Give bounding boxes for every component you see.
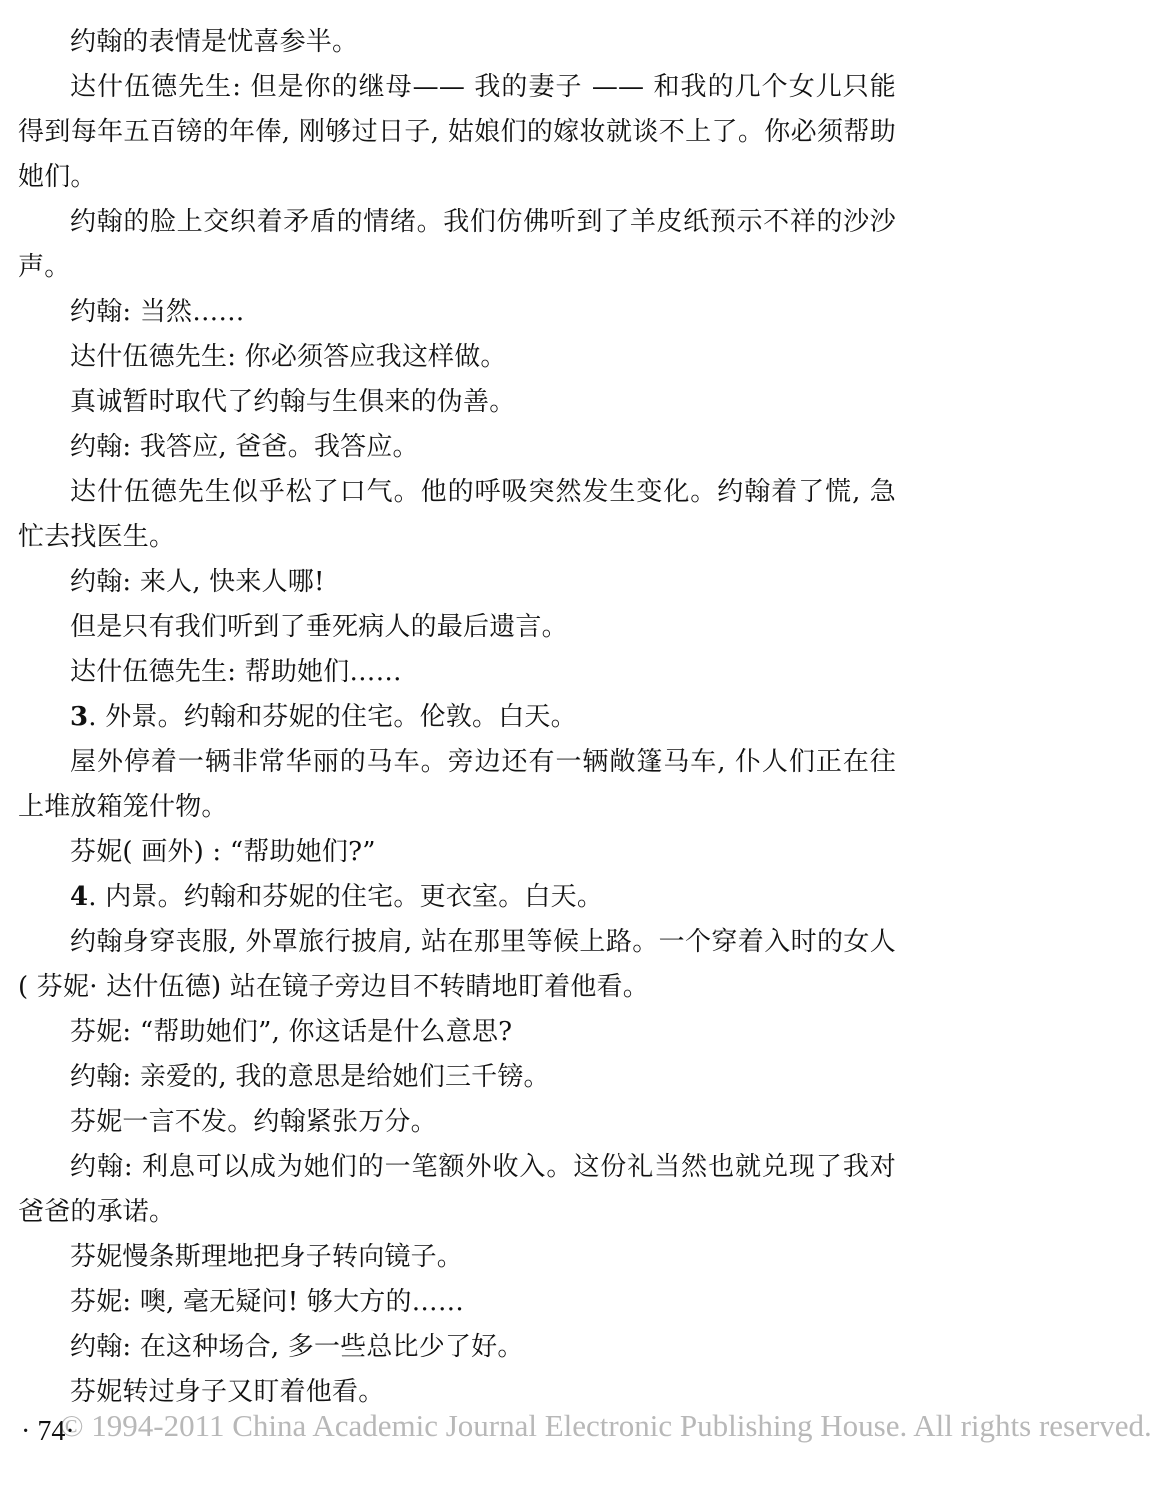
paragraph: 约翰: 当然……	[70, 297, 245, 327]
paragraph: 达什伍德先生: 但是你的继母—— 我的妻子 —— 和我的几个女儿只能得到每年五百镑的年俸, 刚够过日子, 姑娘们的嫁妆就谈不上了。你必须帮助她们。	[18, 72, 896, 192]
paragraph: 约翰: 在这种场合, 多一些总比少了好。	[70, 1332, 524, 1362]
paragraph: 约翰: 利息可以成为她们的一笔额外收入。这份礼当然也就兑现了我对爸爸的承诺。	[18, 1152, 896, 1227]
paragraph: 屋外停着一辆非常华丽的马车。旁边还有一辆敞篷马车, 仆人们正在往上堆放箱笼什物。	[18, 747, 896, 822]
page-number: · 74·	[21, 1416, 75, 1447]
paragraph: 芬妮慢条斯理地把身子转向镜子。	[70, 1242, 464, 1272]
paragraph: 芬妮: 噢, 毫无疑问! 够大方的……	[70, 1287, 465, 1317]
paragraph: 约翰: 亲爱的, 我的意思是给她们三千镑。	[70, 1062, 550, 1092]
scene-heading: 4. 内景。约翰和芬妮的住宅。更衣室。白天。	[70, 882, 604, 912]
paragraph: 约翰的脸上交织着矛盾的情绪。我们仿佛听到了羊皮纸预示不祥的沙沙声。	[18, 207, 896, 282]
paragraph: 约翰身穿丧服, 外罩旅行披肩, 站在那里等候上路。一个穿着入时的女人( 芬妮· 达什伍德) 站在镜子旁边目不转睛地盯着他看。	[18, 927, 897, 1002]
page-footer	[18, 1404, 1152, 1454]
page-body	[18, 20, 896, 1415]
paragraph: 真诚暂时取代了约翰与生俱来的伪善。	[70, 387, 516, 417]
paragraph: 达什伍德先生似乎松了口气。他的呼吸突然发生变化。约翰着了慌, 急忙去找医生。	[18, 477, 896, 552]
paragraph: 芬妮一言不发。约翰紧张万分。	[70, 1107, 437, 1137]
paragraph: 达什伍德先生: 你必须答应我这样做。	[70, 342, 507, 372]
paragraph: 约翰的表情是忧喜参半。	[70, 27, 359, 57]
paragraph: 约翰: 来人, 快来人哪!	[70, 567, 325, 597]
paragraph: 芬妮( 画外) : “帮助她们?”	[70, 837, 376, 867]
paragraph: 但是只有我们听到了垂死病人的最后遗言。	[70, 612, 568, 642]
paragraph: 芬妮: “帮助她们”, 你这话是什么意思?	[70, 1017, 513, 1047]
copyright-watermark: © 1994-2011 China Academic Journal Electronic Publishing House. All rights reserved.	[60, 1408, 1152, 1443]
scene-heading: 3. 外景。约翰和芬妮的住宅。伦敦。白天。	[70, 702, 577, 732]
paragraph: 芬妮转过身子又盯着他看。	[70, 1377, 385, 1407]
paragraph: 约翰: 我答应, 爸爸。我答应。	[70, 432, 419, 462]
paragraph: 达什伍德先生: 帮助她们……	[70, 657, 402, 687]
